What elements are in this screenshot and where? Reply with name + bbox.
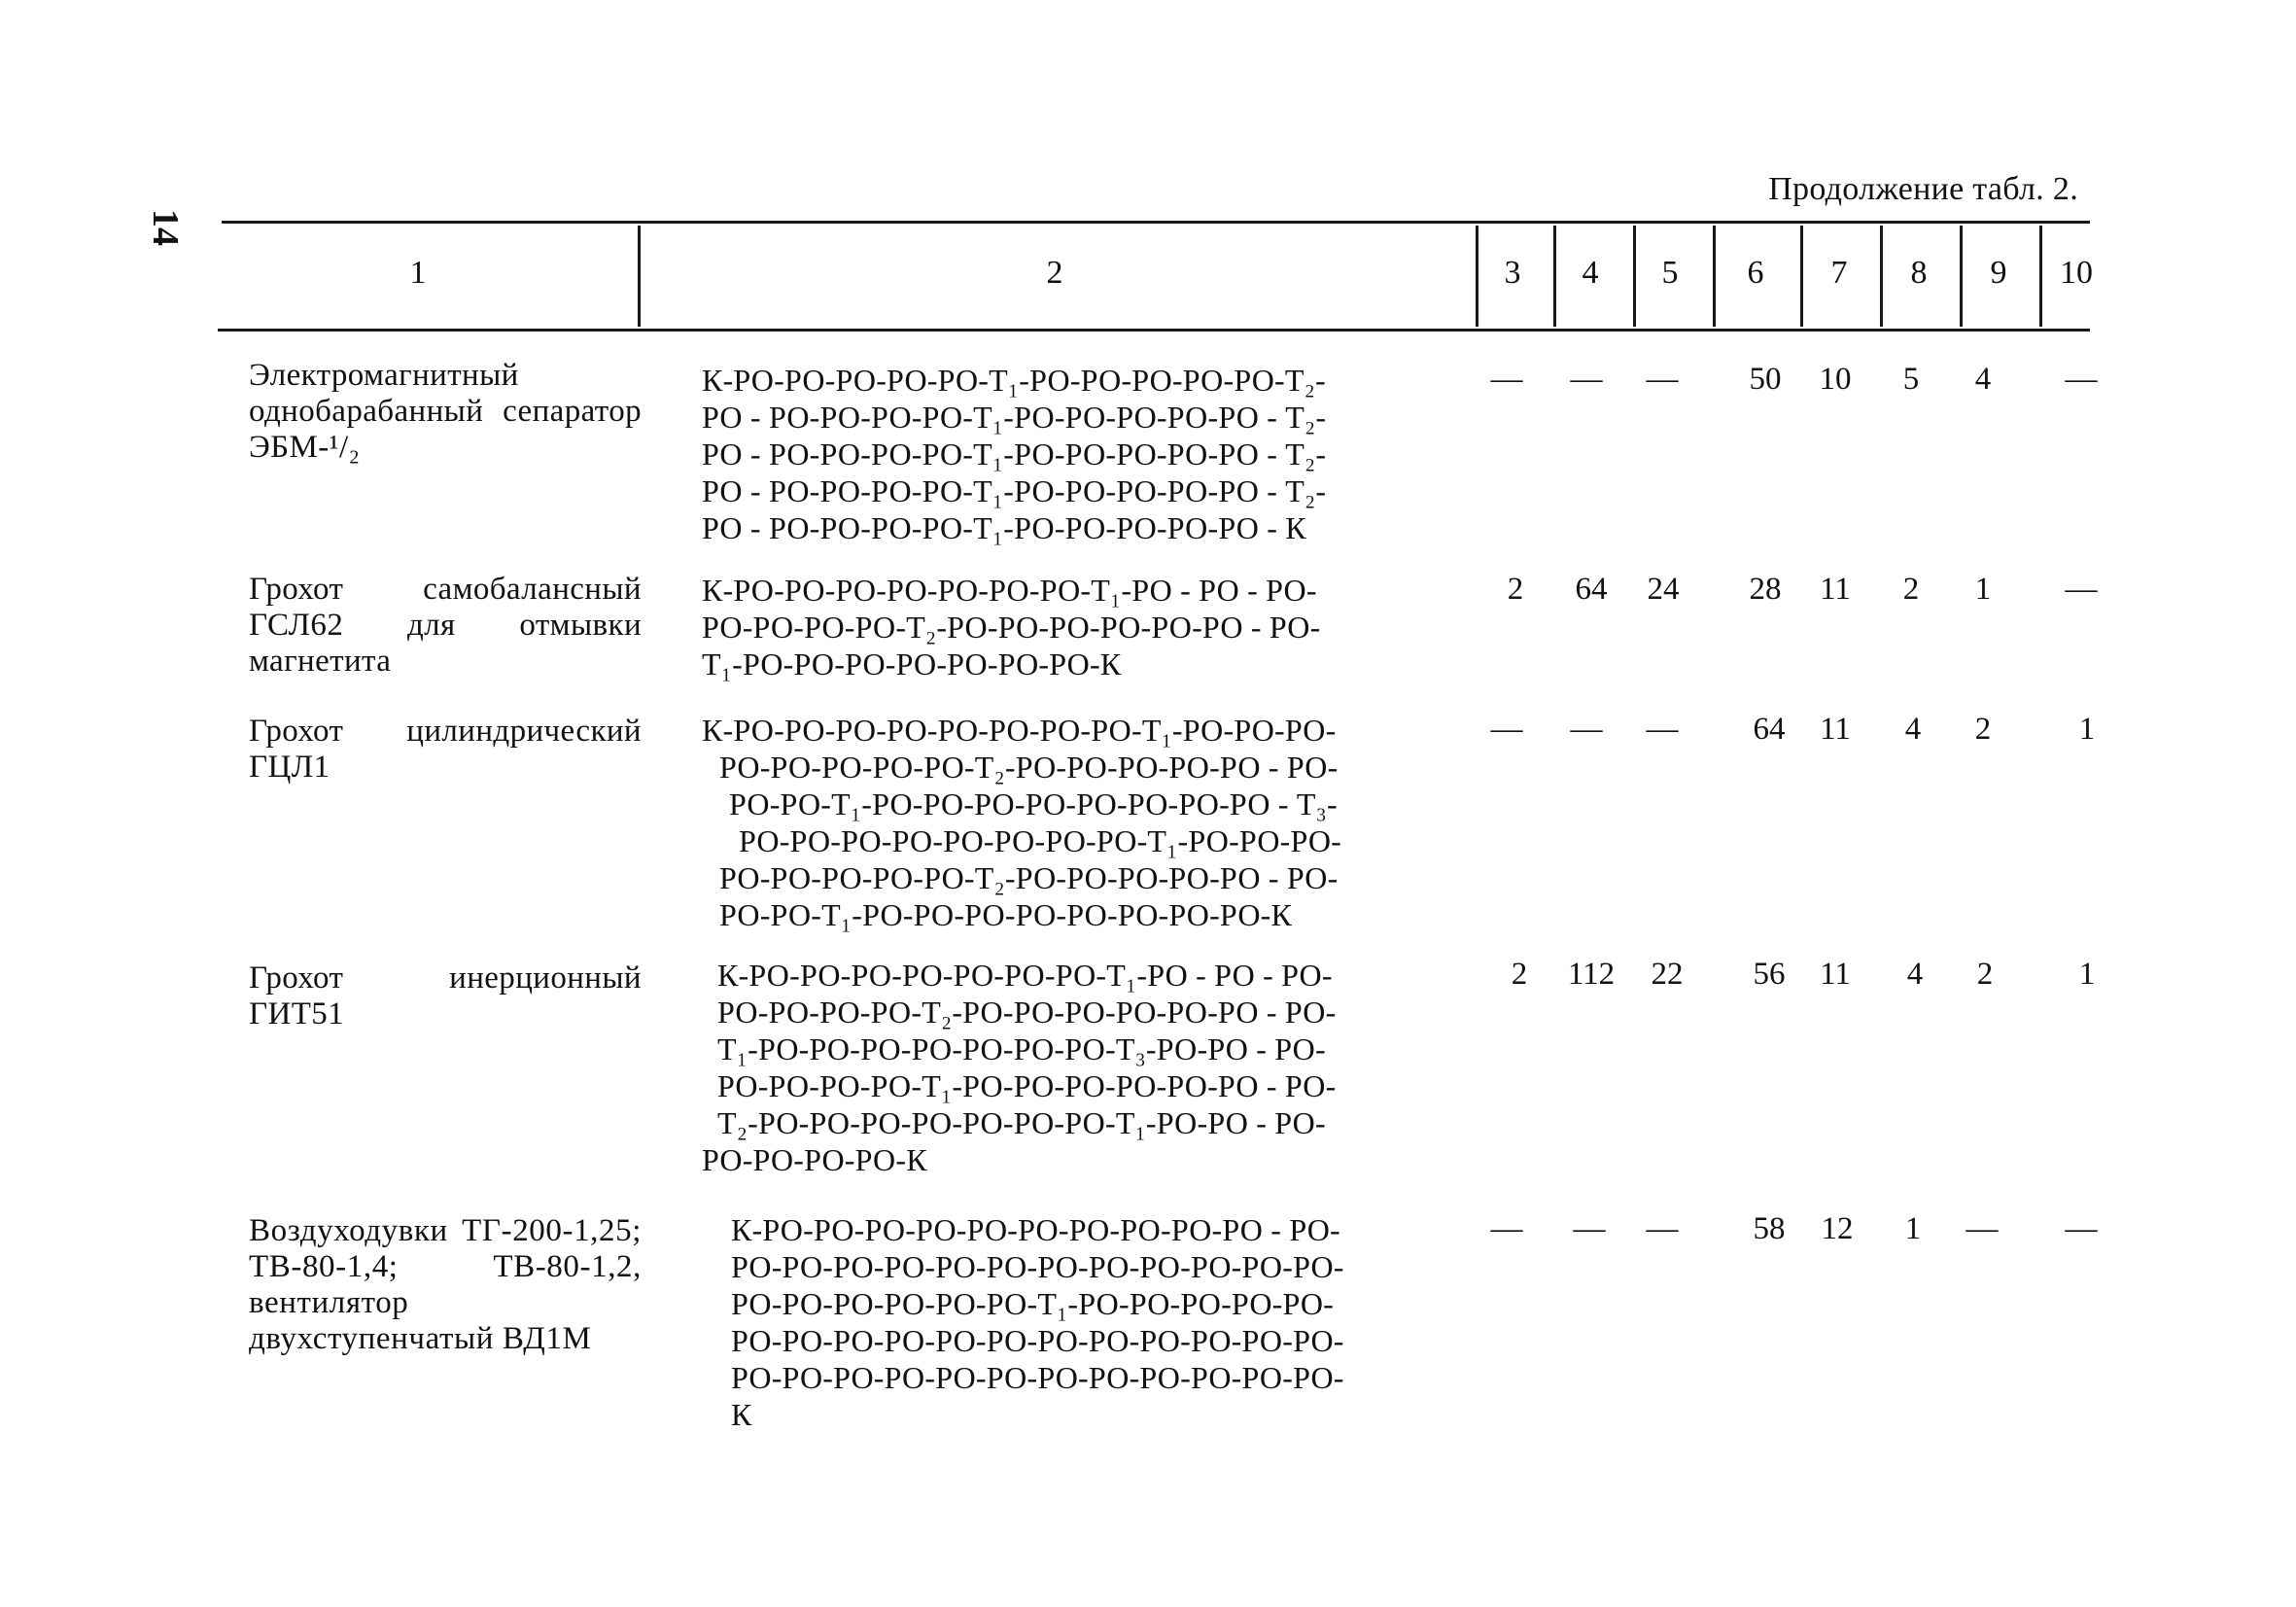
column-divider bbox=[1476, 226, 1478, 327]
column-divider bbox=[1633, 226, 1636, 327]
equipment-name: Грохот самобалансный ГСЛ62 для отмывки магнетита bbox=[249, 572, 642, 679]
column-divider bbox=[1800, 226, 1803, 327]
value-col-4: — bbox=[1570, 362, 1603, 397]
formula-line: РО - РО-РО-РО-РО-Т₁-РО-РО-РО-РО-РО - Т₂- bbox=[702, 473, 1327, 508]
column-divider bbox=[1553, 226, 1556, 327]
formula-line: К-РО-РО-РО-РО-РО-РО-РО-РО-Т₁-РО-РО-РО- bbox=[702, 713, 1337, 748]
column-header-8: 8 bbox=[1910, 255, 1928, 291]
value-col-6: 28 bbox=[1749, 572, 1782, 607]
page-number: 14 bbox=[145, 209, 186, 246]
formula-line: К-РО-РО-РО-РО-РО-РО-РО-Т₁-РО - РО - РО- bbox=[702, 573, 1317, 608]
value-col-9: 1 bbox=[1974, 572, 1992, 607]
value-col-6: 56 bbox=[1753, 957, 1786, 992]
value-col-3: 2 bbox=[1511, 957, 1528, 992]
column-header-7: 7 bbox=[1830, 255, 1848, 291]
formula-line: К-РО-РО-РО-РО-РО-РО-РО-Т₁-РО - РО - РО- bbox=[717, 958, 1333, 993]
value-col-6: 58 bbox=[1753, 1211, 1786, 1246]
value-col-8: 5 bbox=[1902, 362, 1920, 397]
formula-line: РО - РО-РО-РО-РО-Т₁-РО-РО-РО-РО-РО - К bbox=[702, 510, 1306, 545]
value-col-9: 4 bbox=[1974, 362, 1992, 397]
formula-cell bbox=[702, 1211, 1479, 1433]
value-col-7: 11 bbox=[1820, 712, 1851, 747]
column-divider bbox=[638, 226, 641, 327]
value-col-8: 4 bbox=[1906, 957, 1924, 992]
value-col-8: 1 bbox=[1904, 1211, 1922, 1246]
formula-line: РО-РО-РО-РО-РО-Т₂-РО-РО-РО-РО-РО - РО- bbox=[719, 750, 1339, 785]
table-caption: Продолжение табл. 2. bbox=[1768, 171, 2078, 207]
column-header-2: 2 bbox=[1046, 255, 1063, 291]
value-col-10: — bbox=[2065, 572, 2098, 607]
column-header-4: 4 bbox=[1582, 255, 1599, 291]
equipment-name: Грохот инерционный ГИТ51 bbox=[249, 961, 642, 1031]
formula-line: К-РО-РО-РО-РО-РО-РО-РО-РО-РО-РО - РО- bbox=[731, 1212, 1340, 1247]
column-header-10: 10 bbox=[2060, 255, 2093, 291]
formula-cell bbox=[702, 572, 1479, 682]
value-col-7: 10 bbox=[1819, 362, 1852, 397]
value-col-5: — bbox=[1646, 362, 1679, 397]
value-col-4: 64 bbox=[1575, 572, 1608, 607]
formula-line: РО-РО-РО-РО-К bbox=[702, 1142, 927, 1177]
table-top-rule bbox=[222, 221, 2090, 224]
formula-line: Т₁-РО-РО-РО-РО-РО-РО-РО-Т₃-РО-РО - РО- bbox=[717, 1031, 1326, 1066]
value-col-4: — bbox=[1570, 712, 1603, 747]
value-col-10: — bbox=[2065, 362, 2098, 397]
value-col-9: 2 bbox=[1974, 712, 1992, 747]
formula-cell bbox=[702, 362, 1479, 546]
formula-line: РО-РО-РО-РО-Т₂-РО-РО-РО-РО-РО-РО - РО- bbox=[702, 610, 1321, 645]
value-col-5: 24 bbox=[1647, 572, 1680, 607]
equipment-name: Воздуходувки ТГ-200-1,25; ТВ-80-1,4; ТВ-80-1,2, вентилятор двухступенчатый ВД1М bbox=[249, 1213, 642, 1356]
column-divider bbox=[1960, 226, 1963, 327]
value-col-10: 1 bbox=[2078, 712, 2096, 747]
value-col-4: 112 bbox=[1567, 957, 1616, 992]
column-divider bbox=[1880, 226, 1883, 327]
value-col-7: 11 bbox=[1820, 572, 1851, 607]
value-col-9: — bbox=[1966, 1211, 1999, 1246]
column-header-3: 3 bbox=[1504, 255, 1521, 291]
value-col-3: — bbox=[1490, 362, 1523, 397]
formula-line: РО-РО-Т₁-РО-РО-РО-РО-РО-РО-РО-РО-К bbox=[719, 897, 1293, 932]
formula-line: РО-РО-РО-РО-РО-РО-Т₁-РО-РО-РО-РО-РО- bbox=[731, 1286, 1335, 1321]
formula-line: Т₁-РО-РО-РО-РО-РО-РО-РО-К bbox=[702, 646, 1122, 681]
formula-line: РО-РО-РО-РО-РО-РО-РО-РО-РО-РО-РО-РО- bbox=[731, 1249, 1344, 1284]
formula-line: РО-РО-РО-РО-РО-РО-РО-РО-РО-РО-РО-РО- bbox=[731, 1360, 1344, 1395]
value-col-5: 22 bbox=[1651, 957, 1684, 992]
formula-line: РО-РО-Т₁-РО-РО-РО-РО-РО-РО-РО-РО - Т₃- bbox=[729, 786, 1338, 821]
formula-cell bbox=[702, 957, 1479, 1178]
value-col-3: — bbox=[1490, 1211, 1523, 1246]
equipment-name: Грохот цилиндрический ГЦЛ1 bbox=[249, 714, 642, 785]
value-col-6: 50 bbox=[1749, 362, 1782, 397]
column-divider bbox=[1713, 226, 1716, 327]
formula-line: К bbox=[731, 1397, 752, 1432]
formula-line: К-РО-РО-РО-РО-РО-Т₁-РО-РО-РО-РО-РО-Т₂- bbox=[702, 363, 1326, 398]
value-col-7: 11 bbox=[1820, 957, 1851, 992]
table-header-rule bbox=[218, 329, 2090, 332]
formula-line: РО - РО-РО-РО-РО-Т₁-РО-РО-РО-РО-РО - Т₂- bbox=[702, 437, 1327, 472]
formula-cell bbox=[702, 712, 1479, 933]
column-header-1: 1 bbox=[409, 255, 427, 291]
column-divider bbox=[2039, 226, 2042, 327]
value-col-6: 64 bbox=[1753, 712, 1786, 747]
value-col-10: 1 bbox=[2078, 957, 2096, 992]
value-col-5: — bbox=[1646, 712, 1679, 747]
formula-line: РО-РО-РО-РО-Т₂-РО-РО-РО-РО-РО-РО - РО- bbox=[717, 995, 1337, 1030]
value-col-3: 2 bbox=[1507, 572, 1524, 607]
formula-line: РО-РО-РО-РО-Т₁-РО-РО-РО-РО-РО-РО - РО- bbox=[717, 1068, 1337, 1103]
value-col-8: 2 bbox=[1902, 572, 1920, 607]
value-col-5: — bbox=[1646, 1211, 1679, 1246]
value-col-8: 4 bbox=[1904, 712, 1922, 747]
value-col-3: — bbox=[1490, 712, 1523, 747]
value-col-7: 12 bbox=[1821, 1211, 1854, 1246]
formula-line: РО - РО-РО-РО-РО-Т₁-РО-РО-РО-РО-РО - Т₂- bbox=[702, 400, 1327, 435]
formula-line: Т₂-РО-РО-РО-РО-РО-РО-РО-Т₁-РО-РО - РО- bbox=[717, 1105, 1326, 1140]
formula-line: РО-РО-РО-РО-РО-Т₂-РО-РО-РО-РО-РО - РО- bbox=[719, 860, 1339, 895]
column-header-6: 6 bbox=[1747, 255, 1764, 291]
formula-line: РО-РО-РО-РО-РО-РО-РО-РО-РО-РО-РО-РО- bbox=[731, 1323, 1344, 1358]
value-col-10: — bbox=[2065, 1211, 2098, 1246]
equipment-name: Электромагнитный однобарабанный сепаратор ЭБМ-¹/₂ bbox=[249, 358, 642, 465]
value-col-4: — bbox=[1573, 1211, 1606, 1246]
formula-line: РО-РО-РО-РО-РО-РО-РО-РО-Т₁-РО-РО-РО- bbox=[739, 823, 1342, 858]
value-col-9: 2 bbox=[1976, 957, 1994, 992]
column-header-9: 9 bbox=[1990, 255, 2007, 291]
column-header-5: 5 bbox=[1661, 255, 1679, 291]
